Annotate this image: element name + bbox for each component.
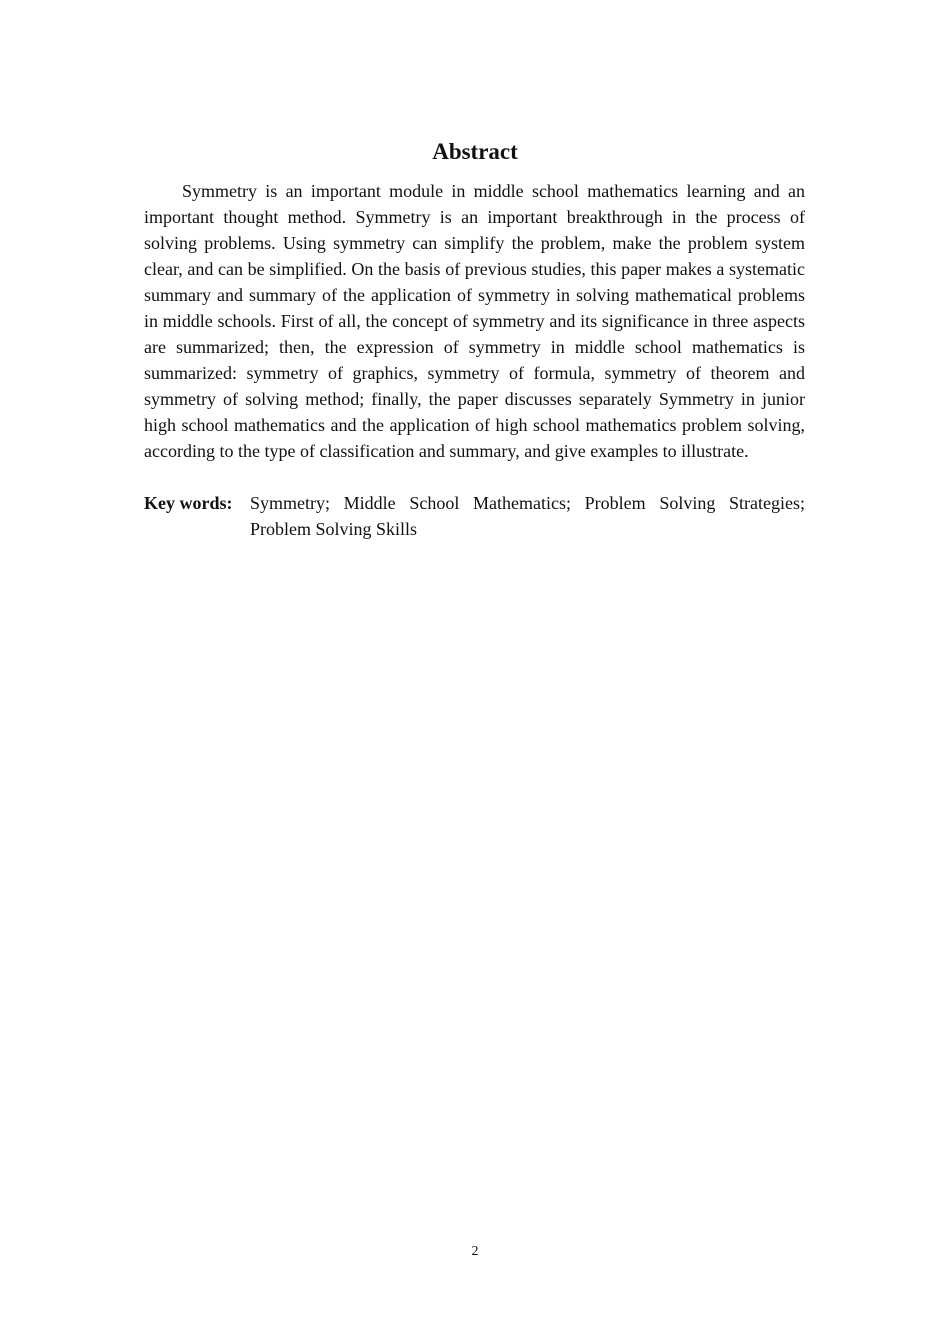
keywords-list: Symmetry; Middle School Mathematics; Problem Solving Strategies; Problem Solving Skills [250, 493, 805, 539]
abstract-paragraph: Symmetry is an important module in middle school mathematics learning and an important thought method. Symmetry is an important breakthrough in the process of solving problems. Using symmetry can simplify the problem, make the problem system clear, and can be simplified. On the basis of previous studies, this paper makes a systematic summary and summary of the application of symmetry in solving mathematical problems in middle schools. First of all, the concept of symmetry and its significance in three aspects are summarized; then, the expression of symmetry in middle school mathematics is summarized: symmetry of graphics, symmetry of formula, symmetry of theorem and symmetry of solving method; finally, the paper discusses separately Symmetry in junior high school mathematics and the application of high school mathematics problem solving, according to the type of classification and summary, and give examples to illustrate. [144, 181, 805, 461]
page-number: 2 [471, 1244, 479, 1259]
abstract-title: Abstract [432, 139, 518, 164]
keywords-label: Key words: [144, 493, 233, 513]
keywords-block [144, 490, 805, 542]
